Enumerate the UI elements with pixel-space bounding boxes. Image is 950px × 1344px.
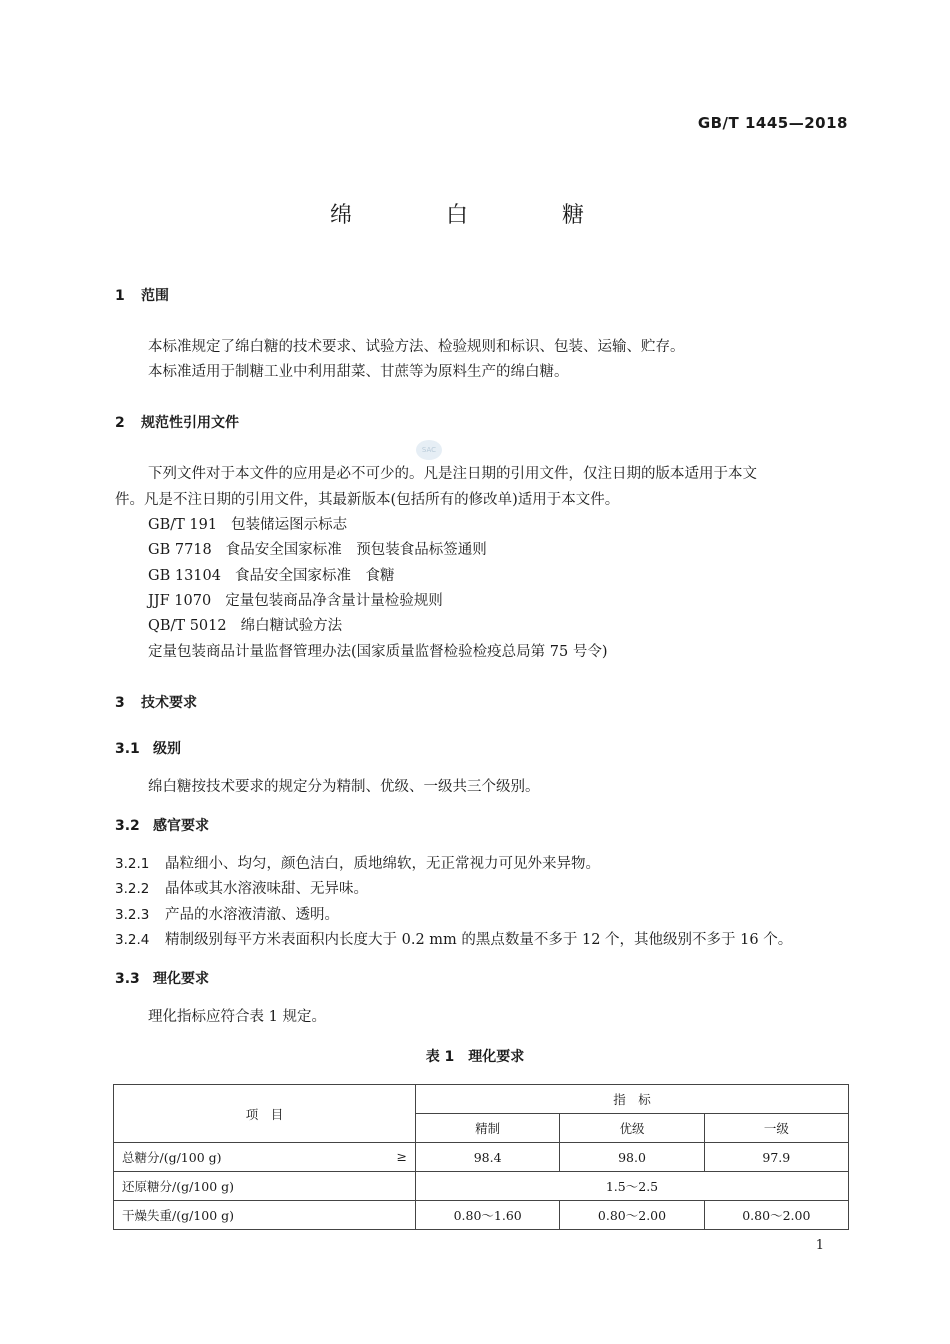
table-cell: 98.0: [560, 1143, 704, 1172]
grade-header: 精制: [416, 1114, 560, 1143]
table-cell: 0.80～2.00: [704, 1201, 848, 1230]
row-item: 总糖分/(g/100 g) ≥: [114, 1143, 416, 1172]
reference-item: JJF 1070 定量包装商品净含量计量检验规则: [148, 593, 443, 609]
table-header-row: [114, 1085, 849, 1114]
paragraph-continued: 件。凡是不注日期的引用文件，其最新版本(包括所有的修改单)适用于本文件。: [115, 492, 620, 508]
spec-table: [113, 1084, 849, 1230]
table-cell: 0.80～2.00: [560, 1201, 704, 1230]
grade-header: 优级: [560, 1114, 704, 1143]
subsection-heading-3-3: 3.3 理化要求: [115, 971, 209, 987]
section-heading-2: 2 规范性引用文件: [115, 415, 239, 431]
paragraph: 理化指标应符合表 1 规定。: [148, 1009, 326, 1025]
table-cell-merged: 1.5～2.5: [416, 1172, 849, 1201]
document-title: 绵 白 糖: [329, 203, 620, 228]
section-heading-1: 1 范围: [115, 288, 169, 304]
row-item: 干燥失重/(g/100 g): [114, 1201, 416, 1230]
subsection-heading-3-2: 3.2 感官要求: [115, 818, 209, 834]
table-row: [114, 1201, 849, 1230]
section-heading-3: 3 技术要求: [115, 695, 197, 711]
table-row: [114, 1172, 849, 1201]
reference-item: GB/T 191 包装储运图示标志: [148, 517, 348, 533]
header-item: 项 目: [114, 1085, 416, 1143]
header-index: 指 标: [416, 1085, 849, 1114]
row-item: 还原糖分/(g/100 g): [114, 1172, 416, 1201]
paragraph: 下列文件对于本文件的应用是必不可少的。凡是注日期的引用文件，仅注日期的版本适用于本文: [148, 466, 757, 482]
clause-item: 3.2.4 精制级别每平方米表面积内长度大于 0.2 mm 的黑点数量不多于 12 个，其他级别不多于 16 个。: [115, 932, 793, 948]
operator: ≥: [396, 1149, 407, 1164]
standard-number: GB/T 1445—2018: [697, 114, 848, 132]
paragraph: 本标准规定了绵白糖的技术要求、试验方法、检验规则和标识、包装、运输、贮存。: [148, 339, 685, 355]
clause-item: 3.2.3 产品的水溶液清澈、透明。: [115, 907, 339, 923]
table-cell: 97.9: [704, 1143, 848, 1172]
grade-header: 一级: [704, 1114, 848, 1143]
clause-item: 3.2.1 晶粒细小、均匀，颜色洁白，质地绵软，无正常视力可见外来异物。: [115, 856, 600, 872]
table-row: [114, 1143, 849, 1172]
reference-item: 定量包装商品计量监督管理办法(国家质量监督检验检疫总局第 75 号令): [148, 644, 608, 660]
table-cell: 98.4: [416, 1143, 560, 1172]
table-cell: 0.80～1.60: [416, 1201, 560, 1230]
table-caption: 表 1 理化要求: [425, 1049, 525, 1065]
reference-item: GB 13104 食品安全国家标准 食糖: [148, 568, 395, 584]
watermark-logo: SAC: [416, 440, 442, 460]
subsection-heading-3-1: 3.1 级别: [115, 741, 181, 757]
reference-item: GB 7718 食品安全国家标准 预包装食品标签通则: [148, 542, 487, 558]
reference-item: QB/T 5012 绵白糖试验方法: [148, 618, 343, 634]
paragraph: 绵白糖按技术要求的规定分为精制、优级、一级共三个级别。: [148, 779, 540, 795]
paragraph: 本标准适用于制糖工业中利用甜菜、甘蔗等为原料生产的绵白糖。: [148, 364, 569, 380]
clause-item: 3.2.2 晶体或其水溶液味甜、无异味。: [115, 881, 368, 897]
page-number: 1: [815, 1238, 824, 1253]
